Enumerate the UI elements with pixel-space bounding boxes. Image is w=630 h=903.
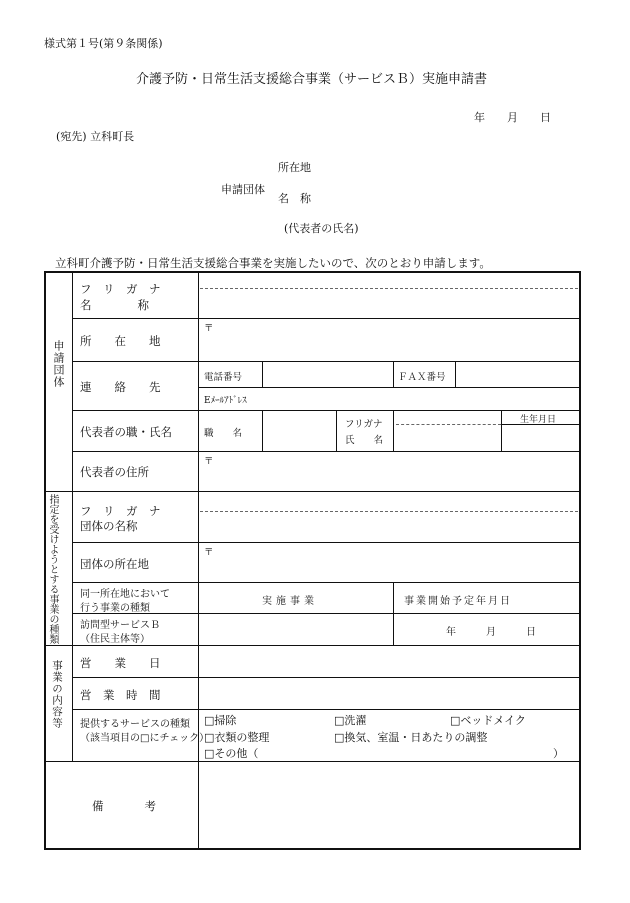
service-laundry-checkbox[interactable]: □洗濯 (334, 714, 367, 727)
rep-postal-mark: 〒 (204, 456, 214, 467)
visit-service-label-2: （住民主体等） (80, 634, 150, 645)
visit-service-label-1: 訪問型サービスＢ (80, 620, 160, 631)
row-line (72, 410, 581, 411)
cell-line (455, 361, 456, 387)
org-postal-mark: 〒 (204, 547, 214, 558)
address-label: 所 在 地 (80, 334, 161, 348)
position-label: 職 名 (204, 428, 243, 439)
addressee: (宛先) 立科町長 (56, 130, 135, 143)
intro-text: 立科町介護予防・日常生活支援総合事業を実施したいので、次のとおり申請します。 (55, 256, 491, 270)
service-ventilation-checkbox[interactable]: □換気、室温・日あたりの調整 (334, 731, 488, 744)
same-location-label-2: 行う事業の種類 (80, 603, 150, 614)
section-line (44, 645, 581, 646)
row-line (72, 318, 581, 319)
remarks-label: 備 考 (92, 799, 162, 813)
furigana-dash (200, 511, 578, 512)
section-column-divider (72, 271, 73, 761)
cell-line (262, 361, 263, 387)
row-line (198, 387, 581, 388)
row-line (72, 451, 581, 452)
business-hours-label: 営 業 時 間 (80, 688, 161, 702)
cell-line (393, 410, 394, 451)
furigana-dash (200, 288, 578, 289)
phone-label: 電話番号 (204, 372, 243, 383)
row-line (72, 361, 581, 362)
label-column-divider (198, 271, 199, 850)
contact-label: 連 絡 先 (80, 380, 161, 394)
form-number: 様式第１号(第９条関係) (44, 37, 163, 50)
cell-line (262, 410, 263, 451)
row-line (72, 542, 581, 543)
cell-line (393, 582, 394, 645)
applicant-name-label: 名 称 (278, 192, 311, 205)
name-label (80, 297, 192, 313)
rep-name-label: 氏 名 (345, 435, 384, 446)
services-label-1: 提供するサービスの種類 (80, 719, 190, 730)
start-date-value: 年 月 日 (446, 627, 536, 638)
section-line (44, 761, 581, 762)
furigana-text: フ リ ガ ナ (80, 282, 161, 296)
fax-label: ＦＡＸ番号 (398, 372, 446, 383)
service-other-close-paren: ） (553, 747, 564, 760)
cell-line (336, 410, 337, 451)
page-title: 介護予防・日常生活支援総合事業（サービスＢ）実施申請書 (136, 72, 488, 87)
cell-line (501, 410, 502, 451)
service-bedmaking-checkbox[interactable]: □ベッドメイク (450, 714, 526, 727)
service-other-checkbox[interactable]: □その他（ (204, 747, 259, 760)
email-label: Eﾒｰﾙｱﾄﾞﾚｽ (204, 396, 247, 406)
row-line (72, 709, 581, 710)
service-clothing-checkbox[interactable]: □衣類の整理 (204, 731, 270, 744)
postal-mark: 〒 (204, 323, 214, 334)
cell-line (393, 361, 394, 387)
org-name-label: 団体の名称 (80, 519, 138, 533)
rep-address-label: 代表者の住所 (80, 465, 149, 479)
applicant-address-label: 所在地 (278, 161, 311, 174)
impl-business-label: 実施事業 (262, 596, 318, 607)
start-date-label: 事業開始予定年月日 (404, 596, 512, 607)
section-line (44, 491, 581, 492)
representative-label: (代表者の氏名) (284, 222, 359, 235)
section-business-type-label: 指定を受けようとする事業の種類 (47, 494, 58, 644)
furigana-dash (396, 424, 501, 425)
section-applicant-label: 申請団体 (52, 340, 65, 388)
rep-title-label: 代表者の職・氏名 (80, 425, 172, 439)
services-label-2: （該当項目の□にチェック） (80, 733, 210, 744)
name-text: 名 称 (80, 298, 149, 312)
date-line: 年 月 日 (474, 111, 551, 124)
applicant-group-label: 申請団体 (221, 183, 265, 196)
birthdate-label: 生年月日 (520, 415, 557, 425)
org-furigana-label: フ リ ガ ナ (80, 504, 161, 518)
org-address-label: 団体の所在地 (80, 557, 149, 571)
same-location-label-1: 同一所在地において (80, 589, 170, 600)
service-cleaning-checkbox[interactable]: □掃除 (204, 714, 237, 727)
business-days-label: 営 業 日 (80, 656, 161, 670)
row-line (72, 582, 581, 583)
row-line (72, 677, 581, 678)
furigana-label (80, 281, 192, 297)
section-content-label: 事業の内容等 (51, 660, 63, 729)
rep-furigana-label: フリガナ (345, 419, 383, 430)
